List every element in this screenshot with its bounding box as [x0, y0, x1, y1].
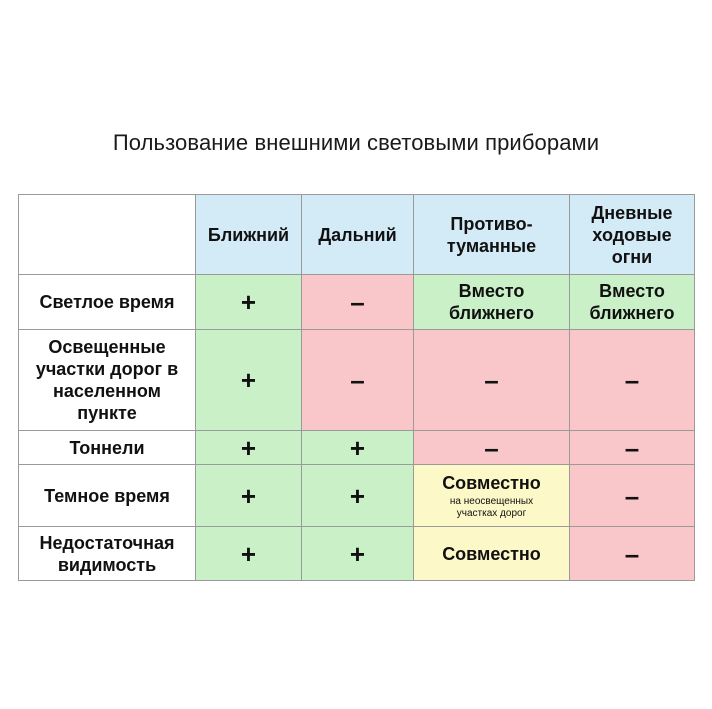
row-label: Освещенные участки дорог в населенном пункте	[19, 330, 196, 431]
row-label: Темное время	[19, 465, 196, 527]
cell-note: на неосвещенных участках дорог	[449, 495, 534, 519]
table-cell: –	[302, 275, 414, 330]
table-cell: +	[196, 465, 302, 527]
table-cell: +	[196, 527, 302, 581]
table-cell: –	[414, 431, 570, 465]
table-cell: Совместно	[414, 527, 570, 581]
lights-usage-table	[18, 194, 695, 581]
header-daytime-lights: Дневные ходовые огни	[570, 195, 695, 275]
table-cell: –	[414, 330, 570, 431]
table-cell: +	[196, 330, 302, 431]
table-row	[19, 431, 695, 465]
row-label: Недостаточная видимость	[19, 527, 196, 581]
table-cell: –	[570, 431, 695, 465]
table-cell: +	[302, 431, 414, 465]
header-corner	[19, 195, 196, 275]
table-row	[19, 465, 695, 527]
table-cell: Совместно на неосвещенных участках дорог	[414, 465, 570, 527]
table-cell: –	[570, 527, 695, 581]
table-cell: –	[570, 465, 695, 527]
header-row	[19, 195, 695, 275]
table-row	[19, 527, 695, 581]
page-title: Пользование внешними световыми приборами	[112, 130, 600, 155]
table-cell: +	[302, 527, 414, 581]
table-row	[19, 275, 695, 330]
row-label: Тоннели	[19, 431, 196, 465]
table-row	[19, 330, 695, 431]
table-cell: –	[570, 330, 695, 431]
table-cell: +	[196, 431, 302, 465]
table-cell: Вместо ближнего	[414, 275, 570, 330]
table-cell: +	[196, 275, 302, 330]
header-low-beam: Ближний	[196, 195, 302, 275]
table-cell: –	[302, 330, 414, 431]
header-high-beam: Дальний	[302, 195, 414, 275]
row-label: Светлое время	[19, 275, 196, 330]
header-fog-lights: Противо- туманные	[414, 195, 570, 275]
table-cell: Вместо ближнего	[570, 275, 695, 330]
table-cell: +	[302, 465, 414, 527]
